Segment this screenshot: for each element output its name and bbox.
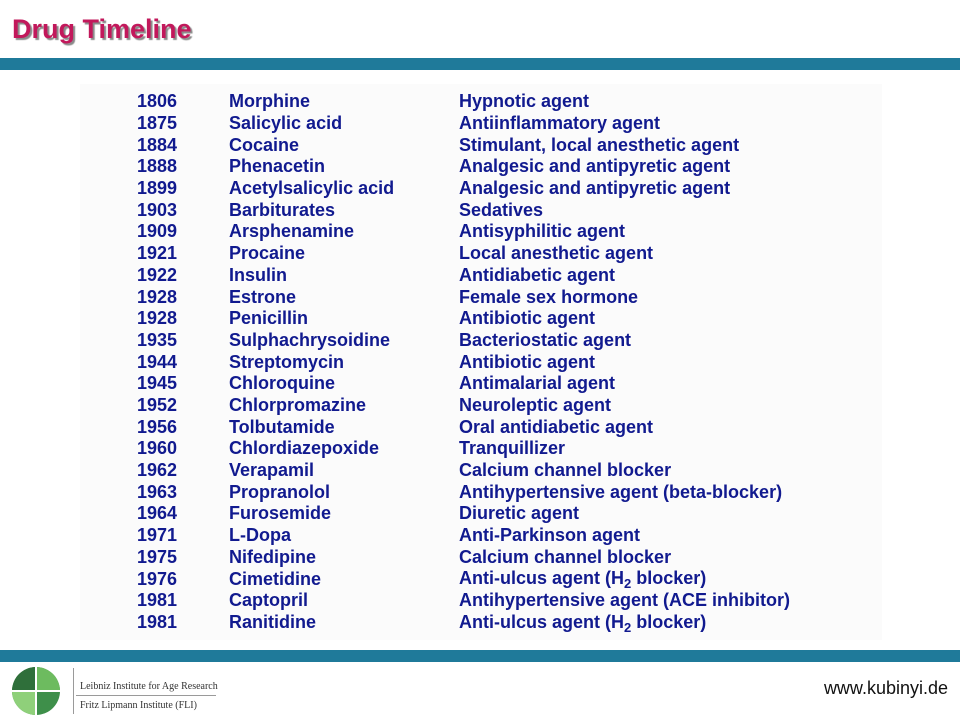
indication-cell <box>459 308 877 330</box>
drug-cell: Insulin <box>229 264 287 285</box>
drug-cell: Cimetidine <box>229 568 322 589</box>
year-cell: 1960 <box>137 438 178 459</box>
indication-text: Sedatives <box>459 199 544 220</box>
drug-cell: Salicylic acid <box>229 113 343 134</box>
indication-text: Antisyphilitic agent <box>459 221 626 242</box>
logo-rule <box>76 695 216 696</box>
year-cell: 1964 <box>137 503 178 524</box>
table-row <box>137 243 877 265</box>
indication-cell <box>459 199 877 221</box>
indication-text: Calcium channel blocker <box>459 460 672 481</box>
year-cell: 1975 <box>137 546 178 567</box>
year-cell: 1971 <box>137 525 178 546</box>
indication-cell <box>459 590 877 612</box>
year-cell: 1903 <box>137 199 178 220</box>
indication-text: Antidiabetic agent <box>459 264 616 285</box>
drug-cell: Chloroquine <box>229 373 335 394</box>
indication-text: Antibiotic agent <box>459 308 595 329</box>
indication-cell <box>459 351 877 373</box>
indication-cell <box>459 395 877 417</box>
indication-cell <box>459 91 877 113</box>
institute-logo <box>6 664 218 718</box>
indication-tail: blocker) <box>631 611 707 632</box>
drug-cell: Chlordiazepoxide <box>229 438 380 459</box>
drug-cell: Propranolol <box>229 481 331 502</box>
top-divider-bar <box>0 58 960 70</box>
table-row <box>137 221 877 243</box>
table-row <box>137 286 877 308</box>
drug-cell: Procaine <box>229 243 306 264</box>
drug-cell: Verapamil <box>229 460 315 481</box>
year-cell: 1921 <box>137 243 178 264</box>
indication-cell <box>459 416 877 438</box>
drug-cell: Morphine <box>229 91 310 112</box>
table-row <box>137 395 877 417</box>
drug-cell: Estrone <box>229 286 297 307</box>
table-row <box>137 91 877 113</box>
indication-cell <box>459 134 877 156</box>
indication-tail: blocker) <box>631 568 707 589</box>
indication-cell <box>459 503 877 525</box>
year-cell: 1928 <box>137 286 178 307</box>
indication-cell <box>459 460 877 482</box>
drug-cell: L-Dopa <box>229 525 291 546</box>
table-row <box>137 438 877 460</box>
drug-cell: Streptomycin <box>229 351 345 372</box>
table-row <box>137 373 877 395</box>
subscript: 2 <box>624 576 632 592</box>
indication-cell <box>459 568 877 590</box>
drug-cell: Furosemide <box>229 503 332 524</box>
year-cell: 1806 <box>137 91 178 112</box>
indication-text: Antiinflammatory agent <box>459 113 661 134</box>
indication-cell <box>459 243 877 265</box>
year-cell: 1952 <box>137 394 178 415</box>
page-title: Drug Timeline <box>12 14 192 44</box>
drug-cell: Tolbutamide <box>229 416 335 437</box>
indication-cell <box>459 525 877 547</box>
table-row <box>137 416 877 438</box>
indication-text: Antihypertensive agent (ACE inhibitor) <box>459 590 791 611</box>
drug-cell: Barbiturates <box>229 199 336 220</box>
indication-cell <box>459 178 877 200</box>
drug-cell: Captopril <box>229 590 308 611</box>
table-row <box>137 460 877 482</box>
year-cell: 1875 <box>137 113 178 134</box>
indication-text: Anti-ulcus agent (H <box>459 568 624 589</box>
indication-text: Anti-ulcus agent (H <box>459 611 624 632</box>
indication-text: Tranquillizer <box>459 438 566 459</box>
institute-name: Leibniz Institute for Age Research <box>80 681 218 692</box>
indication-text: Hypnotic agent <box>459 91 590 112</box>
drug-cell: Ranitidine <box>229 612 317 633</box>
indication-cell <box>459 286 877 308</box>
table-row <box>137 546 877 568</box>
indication-text: Calcium channel blocker <box>459 546 672 567</box>
table-row <box>137 503 877 525</box>
table-row <box>137 330 877 352</box>
year-cell: 1962 <box>137 460 178 481</box>
table-row <box>137 481 877 503</box>
indication-text: Diuretic agent <box>459 503 580 524</box>
indication-cell <box>459 612 877 634</box>
table-row <box>137 156 877 178</box>
drug-cell: Acetylsalicylic acid <box>229 178 395 199</box>
indication-text: Female sex hormone <box>459 286 639 307</box>
indication-text: Analgesic and antipyretic agent <box>459 178 731 199</box>
drug-cell: Cocaine <box>229 134 300 155</box>
indication-cell <box>459 221 877 243</box>
subscript: 2 <box>624 619 632 635</box>
table-row <box>137 308 877 330</box>
leaf-emblem-icon <box>6 664 68 718</box>
bottom-divider-bar <box>0 650 960 662</box>
year-cell: 1928 <box>137 308 178 329</box>
footer-url: www.kubinyi.de <box>823 678 948 698</box>
indication-cell <box>459 373 877 395</box>
table-row <box>137 265 877 287</box>
drug-cell: Phenacetin <box>229 156 326 177</box>
table-row <box>137 351 877 373</box>
drug-timeline-table <box>137 91 877 634</box>
year-cell: 1899 <box>137 178 178 199</box>
table-row <box>137 590 877 612</box>
indication-text: Stimulant, local anesthetic agent <box>459 134 740 155</box>
indication-text: Analgesic and antipyretic agent <box>459 156 731 177</box>
table-row <box>137 113 877 135</box>
year-cell: 1976 <box>137 568 178 589</box>
indication-text: Oral antidiabetic agent <box>459 416 654 437</box>
year-cell: 1909 <box>137 221 178 242</box>
table-row <box>137 134 877 156</box>
year-cell: 1963 <box>137 481 178 502</box>
indication-cell <box>459 330 877 352</box>
indication-cell <box>459 546 877 568</box>
year-cell: 1935 <box>137 329 178 350</box>
institute-subname: Fritz Lipmann Institute (FLI) <box>80 700 197 711</box>
table-row <box>137 612 877 634</box>
drug-cell: Nifedipine <box>229 546 317 567</box>
year-cell: 1945 <box>137 373 178 394</box>
year-cell: 1981 <box>137 612 178 633</box>
logo-divider <box>73 668 74 714</box>
year-cell: 1956 <box>137 416 178 437</box>
indication-text: Bacteriostatic agent <box>459 329 632 350</box>
drug-cell: Penicillin <box>229 308 309 329</box>
table-row <box>137 568 877 590</box>
year-cell: 1888 <box>137 156 178 177</box>
indication-text: Anti-Parkinson agent <box>459 525 641 546</box>
indication-cell <box>459 156 877 178</box>
year-cell: 1922 <box>137 264 178 285</box>
indication-text: Antimalarial agent <box>459 373 616 394</box>
indication-cell <box>459 113 877 135</box>
table-row <box>137 525 877 547</box>
drug-cell: Sulphachrysoidine <box>229 329 391 350</box>
table-row <box>137 199 877 221</box>
indication-text: Neuroleptic agent <box>459 394 612 415</box>
indication-text: Antihypertensive agent (beta-blocker) <box>459 481 783 502</box>
table-row <box>137 178 877 200</box>
drug-cell: Arsphenamine <box>229 221 355 242</box>
drug-cell: Chlorpromazine <box>229 394 367 415</box>
indication-text: Antibiotic agent <box>459 351 595 372</box>
indication-cell <box>459 481 877 503</box>
year-cell: 1884 <box>137 134 178 155</box>
year-cell: 1944 <box>137 351 178 372</box>
indication-text: Local anesthetic agent <box>459 243 654 264</box>
year-cell: 1981 <box>137 590 178 611</box>
indication-cell <box>459 438 877 460</box>
indication-cell <box>459 265 877 287</box>
